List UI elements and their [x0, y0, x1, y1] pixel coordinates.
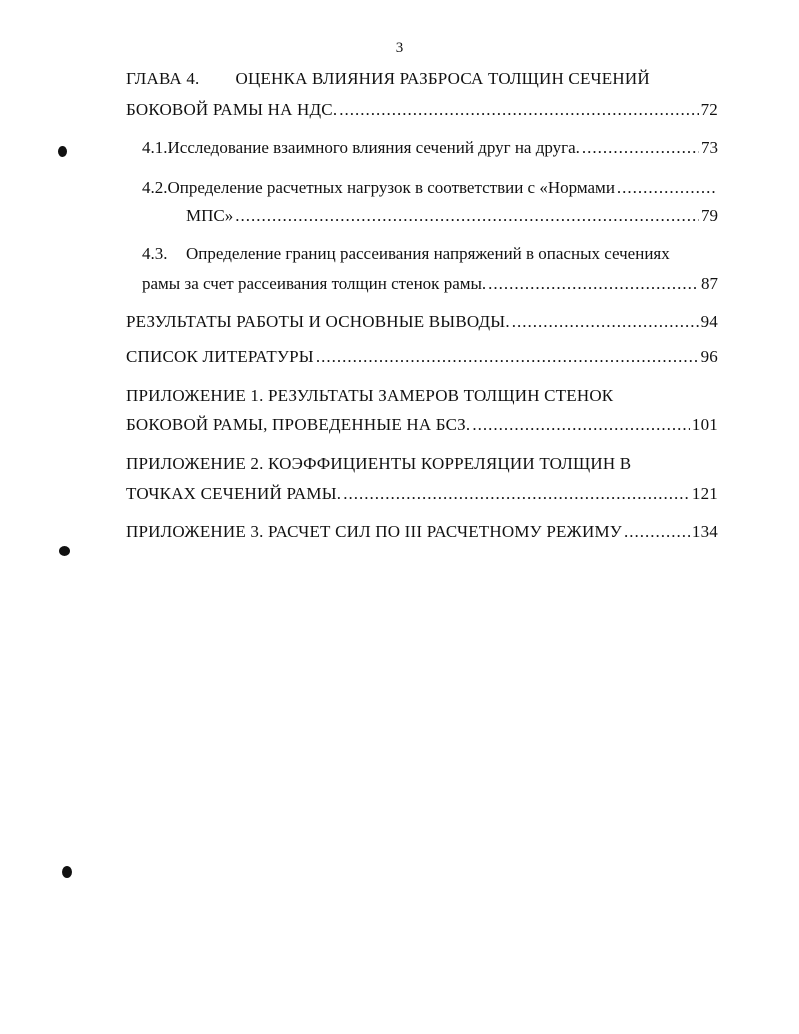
- toc-section-4-3-number: 4.3.: [142, 244, 168, 263]
- toc-entry-chapter-4-heading: [126, 68, 650, 90]
- toc-appendix-3-title: ПРИЛОЖЕНИЕ 3. РАСЧЕТ СИЛ ПО III РАСЧЕТНОМУ РЕЖИМУ: [126, 522, 623, 541]
- toc-entry-appendix-2: [126, 483, 718, 505]
- toc-entry-appendix-1-line1: [126, 385, 613, 407]
- toc-section-4-3-title-line2: рамы за счет рассеивания толщин стенок рамы.: [142, 274, 487, 293]
- toc-entry-results: [126, 311, 718, 333]
- toc-leader: [343, 483, 690, 505]
- toc-leader: [617, 177, 716, 199]
- toc-appendix-1-page: 101: [691, 415, 718, 434]
- toc-chapter-4-title-line1: ОЦЕНКА ВЛИЯНИЯ РАЗБРОСА ТОЛЩИН СЕЧЕНИЙ: [235, 69, 650, 88]
- toc-references-page: 96: [700, 347, 718, 366]
- toc-appendix-3-page: 134: [691, 522, 718, 541]
- toc-chapter-4-page: 72: [700, 100, 718, 119]
- toc-entry-references: [126, 346, 718, 368]
- toc-entry-chapter-4: [126, 99, 718, 121]
- scan-mark: [58, 146, 67, 157]
- toc-leader: [339, 99, 698, 121]
- toc-leader: [624, 521, 690, 543]
- toc-leader: [316, 346, 699, 368]
- toc-chapter-4-label: ГЛАВА 4.: [126, 69, 200, 88]
- toc-results-page: 94: [700, 312, 718, 331]
- toc-leader: [472, 414, 690, 436]
- toc-section-4-1-page: 73: [701, 138, 718, 157]
- toc-leader: [488, 273, 699, 295]
- toc-entry-section-4-2: [186, 205, 718, 227]
- toc-appendix-2-title-line2: ТОЧКАХ СЕЧЕНИЙ РАМЫ.: [126, 484, 342, 503]
- toc-entry-section-4-3: [142, 273, 718, 295]
- scan-mark: [62, 866, 72, 878]
- toc-appendix-1-title-line1: ПРИЛОЖЕНИЕ 1. РЕЗУЛЬТАТЫ ЗАМЕРОВ ТОЛЩИН СТЕНОК: [126, 386, 614, 405]
- toc-entry-appendix-1: [126, 414, 718, 436]
- toc-entry-section-4-2-line1: [142, 177, 718, 199]
- toc-entry-section-4-3-line1: [142, 243, 718, 265]
- toc-section-4-2-page: 79: [701, 206, 718, 225]
- toc-results-title: РЕЗУЛЬТАТЫ РАБОТЫ И ОСНОВНЫЕ ВЫВОДЫ.: [126, 312, 510, 331]
- page-number: 3: [395, 40, 404, 56]
- scan-mark: [59, 546, 70, 556]
- toc-entry-appendix-3: [126, 521, 718, 543]
- toc-section-4-3-page: 87: [701, 274, 718, 293]
- toc-leader: [512, 311, 699, 333]
- toc-leader: [582, 137, 699, 159]
- toc-appendix-2-page: 121: [691, 484, 718, 503]
- toc-section-4-2-title-line1: Определение расчетных нагрузок в соответствии с «Нормами: [167, 178, 615, 197]
- toc-references-title: СПИСОК ЛИТЕРАТУРЫ: [126, 347, 314, 366]
- toc-appendix-1-title-line2: БОКОВОЙ РАМЫ, ПРОВЕДЕННЫЕ НА БСЗ.: [126, 415, 471, 434]
- toc-entry-section-4-1: [142, 137, 718, 159]
- toc-chapter-4-title-line2: БОКОВОЙ РАМЫ НА НДС.: [126, 100, 338, 119]
- toc-section-4-2-number: 4.2.: [142, 178, 168, 197]
- toc-leader: [235, 205, 699, 227]
- toc-section-4-3-title-line1: Определение границ рассеивания напряжений в опасных сечениях: [186, 244, 670, 263]
- toc-section-4-1-number: 4.1.: [142, 138, 168, 157]
- toc-section-4-1-title: Исследование взаимного влияния сечений друг на друга.: [167, 138, 580, 157]
- toc-entry-appendix-2-line1: [126, 453, 631, 475]
- toc-appendix-2-title-line1: ПРИЛОЖЕНИЕ 2. КОЭФФИЦИЕНТЫ КОРРЕЛЯЦИИ ТОЛЩИН В: [126, 454, 632, 473]
- toc-section-4-2-title-line2: МПС»: [186, 206, 234, 225]
